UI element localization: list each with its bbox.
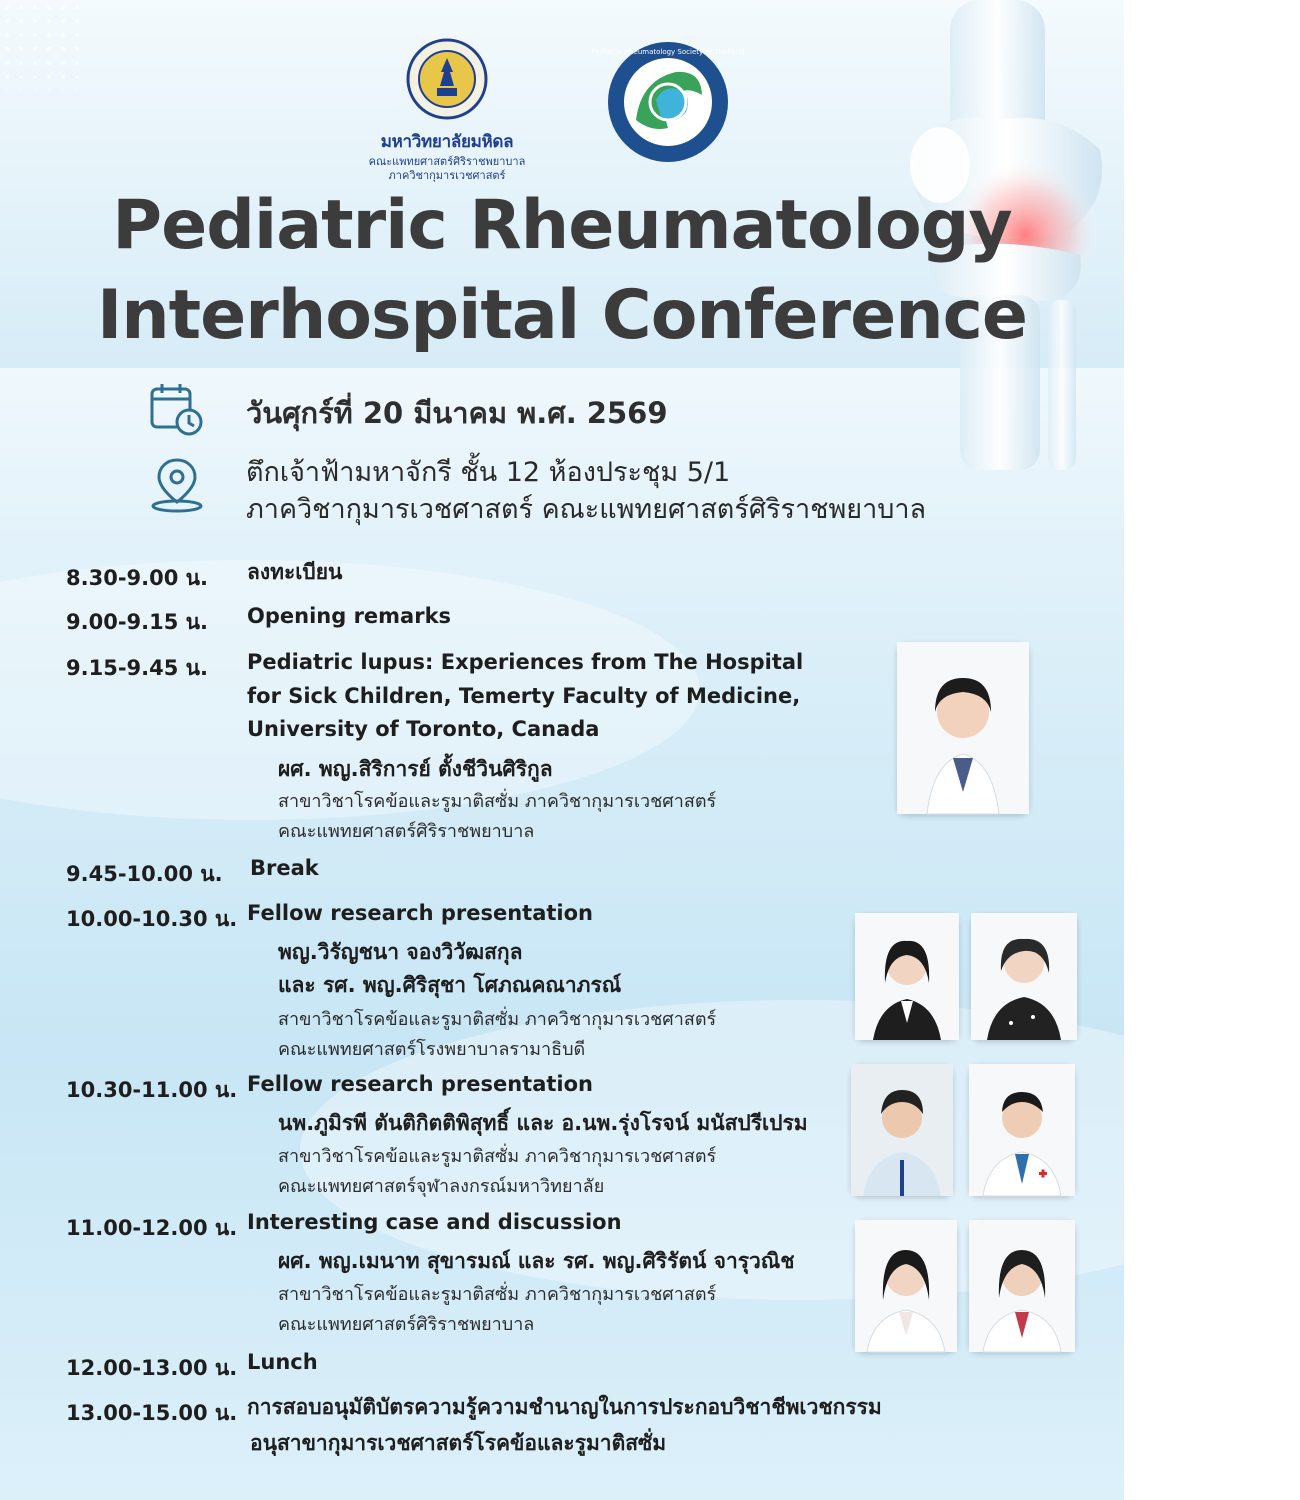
schedule-title: Break: [250, 856, 319, 880]
speaker-photo: [851, 1064, 953, 1196]
department-name: ภาควิชากุมารเวชศาสตร์: [388, 169, 506, 182]
speaker-photo: [855, 913, 959, 1040]
speaker-affiliation: สาขาวิชาโรคข้อและรูมาติสซั่ม ภาควิชากุมารเวชศาสตร์: [278, 1284, 717, 1305]
schedule-title: การสอบอนุมัติบัตรความรู้ความชำนาญในการประกอบวิชาชีพเวชกรรม: [247, 1395, 882, 1419]
speaker-photo: [971, 913, 1077, 1040]
schedule-title: อนุสาขากุมารเวชศาสตร์โรคข้อและรูมาติสซั่ม: [250, 1431, 667, 1455]
venue-line-2: ภาควิชากุมารเวชศาสตร์ คณะแพทยศาสตร์ศิริราชพยาบาล: [246, 494, 927, 525]
university-name: มหาวิทยาลัยมหิดล: [380, 132, 514, 152]
schedule-time: 9.15-9.45 น.: [66, 656, 208, 680]
schedule-title: Lunch: [247, 1350, 318, 1374]
schedule-time: 13.00-15.00 น.: [66, 1401, 238, 1425]
speaker-affiliation: คณะแพทยศาสตร์โรงพยาบาลรามาธิบดี: [278, 1039, 586, 1060]
schedule-time: 9.45-10.00 น.: [66, 862, 223, 886]
schedule-title: ลงทะเบียน: [247, 560, 343, 584]
schedule-title: Fellow research presentation: [247, 901, 593, 925]
speaker-affiliation: คณะแพทยศาสตร์จุฬาลงกรณ์มหาวิทยาลัย: [278, 1176, 605, 1197]
faculty-name: คณะแพทยศาสตร์ศิริราชพยาบาล: [368, 155, 526, 168]
schedule-time: 10.30-11.00 น.: [66, 1078, 238, 1102]
event-date: วันศุกร์ที่ 20 มีนาคม พ.ศ. 2569: [246, 396, 668, 430]
speaker-photo: [969, 1064, 1075, 1196]
schedule-title: Interesting case and discussion: [247, 1210, 622, 1234]
schedule-title: Fellow research presentation: [247, 1072, 593, 1096]
schedule-title: Pediatric lupus: Experiences from The Hospital: [247, 650, 804, 674]
speaker-affiliation: สาขาวิชาโรคข้อและรูมาติสซั่ม ภาควิชากุมารเวชศาสตร์: [278, 1146, 717, 1167]
speaker-name: นพ.ภูมิรพี ตันติกิตติพิสุทธิ์ และ อ.นพ.รุ่งโรจน์ มนัสปรีเปรม: [278, 1111, 808, 1135]
speaker-photo: [897, 642, 1029, 814]
schedule-time: 11.00-12.00 น.: [66, 1216, 238, 1240]
venue-line-1: ตึกเจ้าฟ้ามหาจักรี ชั้น 12 ห้องประชุม 5/1: [246, 457, 731, 488]
calendar-clock-icon: [150, 383, 204, 437]
speaker-name: พญ.วิรัญชนา จองวิวัฒสกุล: [278, 940, 523, 964]
speaker-name: และ รศ. พญ.ศิริสุชา โศภณคณาภรณ์: [278, 973, 622, 997]
speaker-photo: [855, 1220, 957, 1352]
pediatric-rheumatology-society-logo: [591, 40, 745, 164]
mahidol-seal-icon: [406, 38, 488, 120]
mahidol-university-logo: [352, 38, 542, 182]
schedule-title: University of Toronto, Canada: [247, 717, 600, 741]
speaker-affiliation: คณะแพทยศาสตร์ศิริราชพยาบาล: [278, 1314, 535, 1335]
schedule-time: 9.00-9.15 น.: [66, 610, 208, 634]
schedule-title: for Sick Children, Temerty Faculty of Medicine,: [247, 684, 801, 708]
decor-dots: [0, 0, 80, 90]
schedule-title: Opening remarks: [247, 604, 452, 628]
schedule-time: 8.30-9.00 น.: [66, 566, 208, 590]
speaker-photo: [969, 1220, 1075, 1352]
speaker-name: ผศ. พญ.สิริการย์ ตั้งชีวินศิริกูล: [278, 757, 553, 781]
society-logo-text: Pediatric Rheumatology Society of Thailand: [591, 48, 745, 56]
title-line-1: Pediatric Rheumatology: [112, 186, 1012, 265]
schedule-time: 12.00-13.00 น.: [66, 1356, 238, 1380]
speaker-affiliation: สาขาวิชาโรคข้อและรูมาติสซั่ม ภาควิชากุมารเวชศาสตร์: [278, 791, 717, 812]
schedule-time: 10.00-10.30 น.: [66, 907, 238, 931]
title-line-2: Interhospital Conference: [96, 276, 1028, 355]
speaker-name: ผศ. พญ.เมนาท สุขารมณ์ และ รศ. พญ.ศิริรัตน์ จารุวณิช: [278, 1249, 795, 1273]
speaker-affiliation: สาขาวิชาโรคข้อและรูมาติสซั่ม ภาควิชากุมารเวชศาสตร์: [278, 1009, 717, 1030]
location-pin-icon: [150, 456, 204, 514]
speaker-affiliation: คณะแพทยศาสตร์ศิริราชพยาบาล: [278, 821, 535, 842]
